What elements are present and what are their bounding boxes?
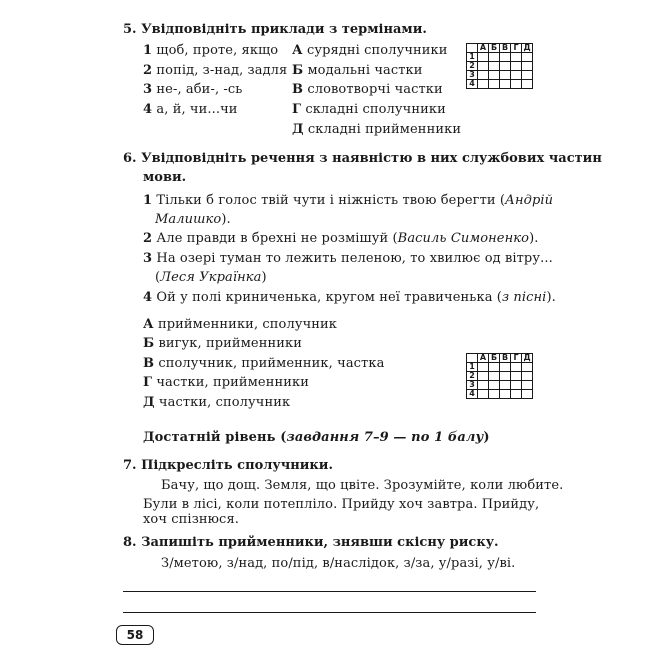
sentence-end: ): [261, 270, 267, 285]
grid-row-header: 2: [467, 62, 478, 71]
task-5-item-3: [143, 82, 242, 97]
item-text: попід, з-над, задля: [156, 63, 288, 78]
task-5-answer-grid: [466, 43, 533, 89]
task-5-option-a: [292, 43, 448, 58]
grid-cell[interactable]: [500, 80, 511, 89]
grid-col-header: Г: [511, 44, 522, 53]
task-5-option-h: [292, 102, 446, 117]
option-letter: Г: [292, 102, 302, 117]
option-letter: Б: [143, 336, 155, 351]
sentence-end: ).: [221, 212, 231, 227]
task-6-sentence-1: [143, 193, 553, 208]
task-7-text-line-3: хоч спізнюся.: [143, 512, 239, 527]
grid-cell[interactable]: [511, 381, 522, 390]
item-number: 4: [143, 102, 153, 117]
option-letter: А: [292, 43, 303, 58]
option-text: сурядні сполучники: [306, 43, 448, 58]
grid-cell[interactable]: [511, 372, 522, 381]
grid-cell[interactable]: [489, 381, 500, 390]
option-text: частки, сполучник: [158, 395, 291, 410]
task-6-sentence-2: [143, 231, 538, 246]
grid-row-header: 1: [467, 363, 478, 372]
grid-cell[interactable]: [478, 381, 489, 390]
grid-col-header: Д: [523, 43, 531, 52]
grid-row-header: 3: [467, 381, 478, 390]
grid-cell[interactable]: [478, 363, 489, 372]
sentence-text: На озері туман то лежить пеленою, то хвилює од вітру...: [156, 251, 553, 266]
task-5-item-1: [143, 43, 278, 58]
grid-cell[interactable]: [522, 363, 533, 372]
level-name: Достатній рівень: [143, 430, 276, 445]
answer-line-2[interactable]: [123, 612, 536, 613]
sentence-text: Тільки б голос твій чути і ніжність твою берегти (: [156, 193, 506, 208]
task-5-item-2: [143, 63, 287, 78]
grid-col-header: Г: [511, 354, 522, 363]
task-6-option-a: [143, 317, 337, 332]
grid-col-header: Б: [489, 44, 500, 53]
item-text: щоб, проте, якщо: [156, 43, 279, 58]
task-6-sentence-4: [143, 290, 556, 305]
grid-cell[interactable]: [522, 390, 533, 399]
grid-cell[interactable]: [500, 71, 511, 80]
grid-cell[interactable]: [511, 363, 522, 372]
task-5-option-b: [292, 63, 423, 78]
task-6-sentence-3-cont: [155, 270, 267, 285]
grid-col-header: Д: [523, 353, 531, 362]
grid-cell[interactable]: [489, 372, 500, 381]
sentence-text: Ой у полі криниченька, кругом неї травиченька (: [156, 290, 502, 305]
grid-cell[interactable]: [489, 53, 500, 62]
grid-cell[interactable]: [511, 390, 522, 399]
grid-cell[interactable]: [489, 390, 500, 399]
grid-col-header: А: [478, 354, 489, 363]
task-5-option-v: [292, 82, 443, 97]
task-7-text-line-2: Були в лісі, коли потепліло. Прийду хоч завтра. Прийду,: [143, 497, 540, 512]
grid-row-header: 1: [467, 53, 478, 62]
grid-cell[interactable]: [489, 363, 500, 372]
task-5-option-d: [292, 122, 461, 137]
task-6-sentence-1-cont: [155, 212, 231, 227]
sentence-number: 3: [143, 251, 153, 266]
level-open: (: [275, 430, 287, 445]
grid-cell[interactable]: [489, 62, 500, 71]
grid-row-header: 4: [467, 390, 478, 399]
option-letter: Б: [292, 63, 304, 78]
task-6-answer-grid: [466, 353, 533, 399]
option-letter: Д: [292, 122, 304, 137]
sentence-text: Але правди в брехні не розмішуй (: [156, 231, 398, 246]
option-letter: В: [292, 82, 304, 97]
grid-col-header: А: [478, 44, 489, 53]
grid-row-header: 2: [467, 372, 478, 381]
task-5-item-4: [143, 102, 238, 117]
grid-cell[interactable]: [511, 53, 522, 62]
task-6-option-d: [143, 395, 290, 410]
grid-cell[interactable]: [500, 372, 511, 381]
sentence-author: Малишко: [155, 212, 222, 227]
sentence-source: з пісні: [501, 290, 547, 305]
sentence-author: Леся Українка: [160, 270, 262, 285]
page-number: 58: [116, 625, 154, 645]
option-text: складні сполучники: [305, 102, 446, 117]
task-7-title: 7. Підкресліть сполучники.: [123, 458, 333, 473]
grid-cell[interactable]: [500, 390, 511, 399]
option-letter: Г: [143, 375, 153, 390]
grid-cell[interactable]: [500, 53, 511, 62]
grid-cell[interactable]: [500, 62, 511, 71]
task-5-title: 5. Увідповідніть приклади з термінами.: [123, 22, 427, 37]
grid-cell[interactable]: [522, 80, 533, 89]
task-6-sentence-3: [143, 251, 553, 266]
item-number: 2: [143, 63, 153, 78]
grid-col-header: В: [500, 354, 511, 363]
grid-cell[interactable]: [522, 62, 533, 71]
answer-line-1[interactable]: [123, 591, 536, 592]
grid-cell[interactable]: [489, 71, 500, 80]
sentence-end: ).: [546, 290, 556, 305]
grid-col-header: В: [500, 44, 511, 53]
grid-cell[interactable]: [511, 62, 522, 71]
level-note: завдання 7–9 — по 1 балу: [286, 430, 484, 445]
task-6-title-line-1: 6. Увідповідніть речення з наявністю в них службових частин: [123, 151, 602, 166]
item-text: не-, аби-, -сь: [156, 82, 243, 97]
grid-cell[interactable]: [511, 71, 522, 80]
task-8-text: З/метою, з/над, по/під, в/наслідок, з/за, у/разі, у/ві.: [161, 556, 516, 571]
task-6-title-line-2: мови.: [143, 170, 187, 185]
task-6-option-v: [143, 356, 384, 371]
sentence-author: Василь Симоненко: [397, 231, 530, 246]
sentence-open: (: [155, 270, 161, 285]
grid-cell[interactable]: [522, 372, 533, 381]
option-text: сполучник, прийменник, частка: [158, 356, 385, 371]
grid-row-header: 4: [467, 80, 478, 89]
grid-cell[interactable]: [478, 372, 489, 381]
option-letter: В: [143, 356, 155, 371]
level-heading: [143, 430, 490, 445]
sentence-number: 4: [143, 290, 153, 305]
item-text: а, й, чи...чи: [156, 102, 238, 117]
task-7-text-line-1: Бачу, що дощ. Земля, що цвіте. Зрозумійте, коли любите.: [161, 478, 564, 493]
grid-cell[interactable]: [489, 80, 500, 89]
grid-row-header: 3: [467, 71, 478, 80]
option-text: складні прийменники: [307, 122, 462, 137]
level-close: ): [483, 430, 490, 445]
grid-cell[interactable]: [478, 53, 489, 62]
task-6-option-h: [143, 375, 309, 390]
grid-cell[interactable]: [478, 80, 489, 89]
grid-col-header: Б: [489, 354, 500, 363]
sentence-author: Андрій: [505, 193, 554, 208]
option-letter: А: [143, 317, 154, 332]
grid-cell[interactable]: [522, 381, 533, 390]
sentence-number: 1: [143, 193, 153, 208]
grid-cell[interactable]: [500, 363, 511, 372]
grid-cell[interactable]: [478, 62, 489, 71]
grid-cell[interactable]: [511, 80, 522, 89]
item-number: 1: [143, 43, 153, 58]
task-6-option-b: [143, 336, 302, 351]
sentence-number: 2: [143, 231, 153, 246]
option-text: вигук, прийменники: [158, 336, 302, 351]
grid-cell[interactable]: [500, 381, 511, 390]
option-text: частки, прийменники: [156, 375, 309, 390]
grid-cell[interactable]: [478, 71, 489, 80]
item-number: 3: [143, 82, 153, 97]
grid-cell[interactable]: [522, 53, 533, 62]
option-text: прийменники, сполучник: [157, 317, 338, 332]
grid-cell[interactable]: [522, 71, 533, 80]
sentence-end: ).: [529, 231, 539, 246]
task-8-title: 8. Запишіть прийменники, знявши скісну риску.: [123, 535, 499, 550]
option-letter: Д: [143, 395, 155, 410]
option-text: модальні частки: [307, 63, 423, 78]
grid-cell[interactable]: [478, 390, 489, 399]
option-text: словотворчі частки: [307, 82, 443, 97]
